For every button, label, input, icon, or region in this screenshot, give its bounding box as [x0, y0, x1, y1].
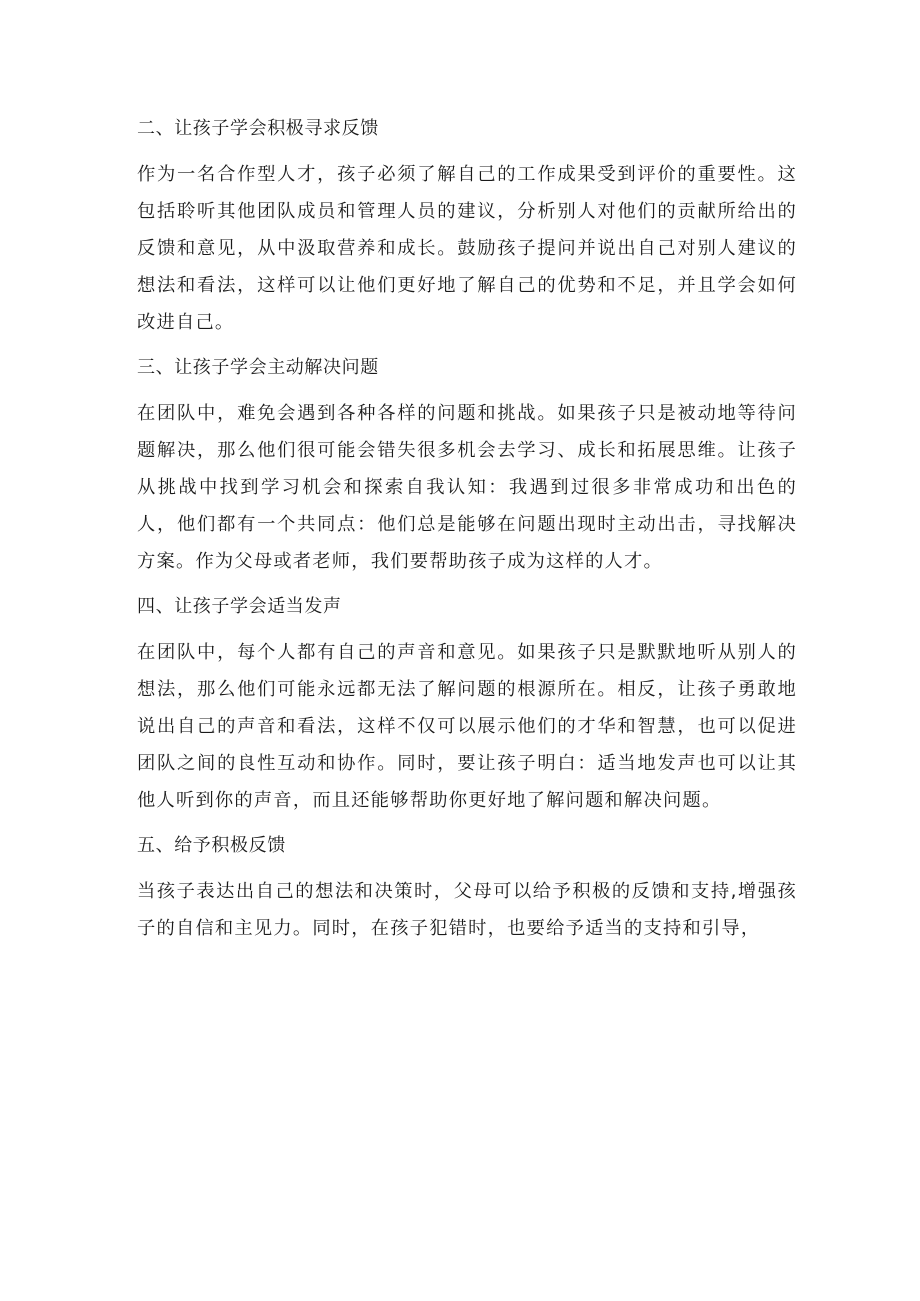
document-body [137, 111, 797, 956]
section-paragraph-2: 作为一名合作型人才，孩子必须了解自己的工作成果受到评价的重要性。这包括聆听其他团队成员和管理人员的建议，分析别人对他们的贡献所给出的反馈和意见，从中汲取营养和成长。鼓励孩子提问并说出自己对别人建议的想法和看法，这样可以让他们更好地了解自己的优势和不足，并且学会如何改进自己。 [137, 164, 797, 333]
section-heading-3: 三、让孩子学会主动解决问题 [137, 357, 379, 378]
section-paragraph-5: 当孩子表达出自己的想法和决策时，父母可以给予积极的反馈和支持,增强孩子的自信和主见力。同时，在孩子犯错时，也要给予适当的支持和引导， [137, 881, 797, 939]
section-heading-4: 四、让孩子学会适当发声 [137, 596, 342, 617]
section-paragraph-3: 在团队中，难免会遇到各种各样的问题和挑战。如果孩子只是被动地等待问题解决，那么他们很可能会错失很多机会去学习、成长和拓展思维。让孩子从挑战中找到学习机会和探索自我认知：我遇到过很多非常成功和出色的人，他们都有一个共同点：他们总是能够在问题出现时主动出击，寻找解决方案。作为父母或者老师，我们要帮助孩子成为这样的人才。 [137, 403, 797, 572]
section-heading-5: 五、给予积极反馈 [137, 835, 286, 856]
section-heading-2: 二、让孩子学会积极寻求反馈 [137, 118, 379, 139]
section-paragraph-4: 在团队中，每个人都有自己的声音和意见。如果孩子只是默默地听从别人的想法，那么他们可能永远都无法了解问题的根源所在。相反，让孩子勇敢地说出自己的声音和看法，这样不仅可以展示他们的才华和智慧，也可以促进团队之间的良性互动和协作。同时，要让孩子明白：适当地发声也可以让其他人听到你的声音，而且还能够帮助你更好地了解问题和解决问题。 [137, 642, 797, 811]
